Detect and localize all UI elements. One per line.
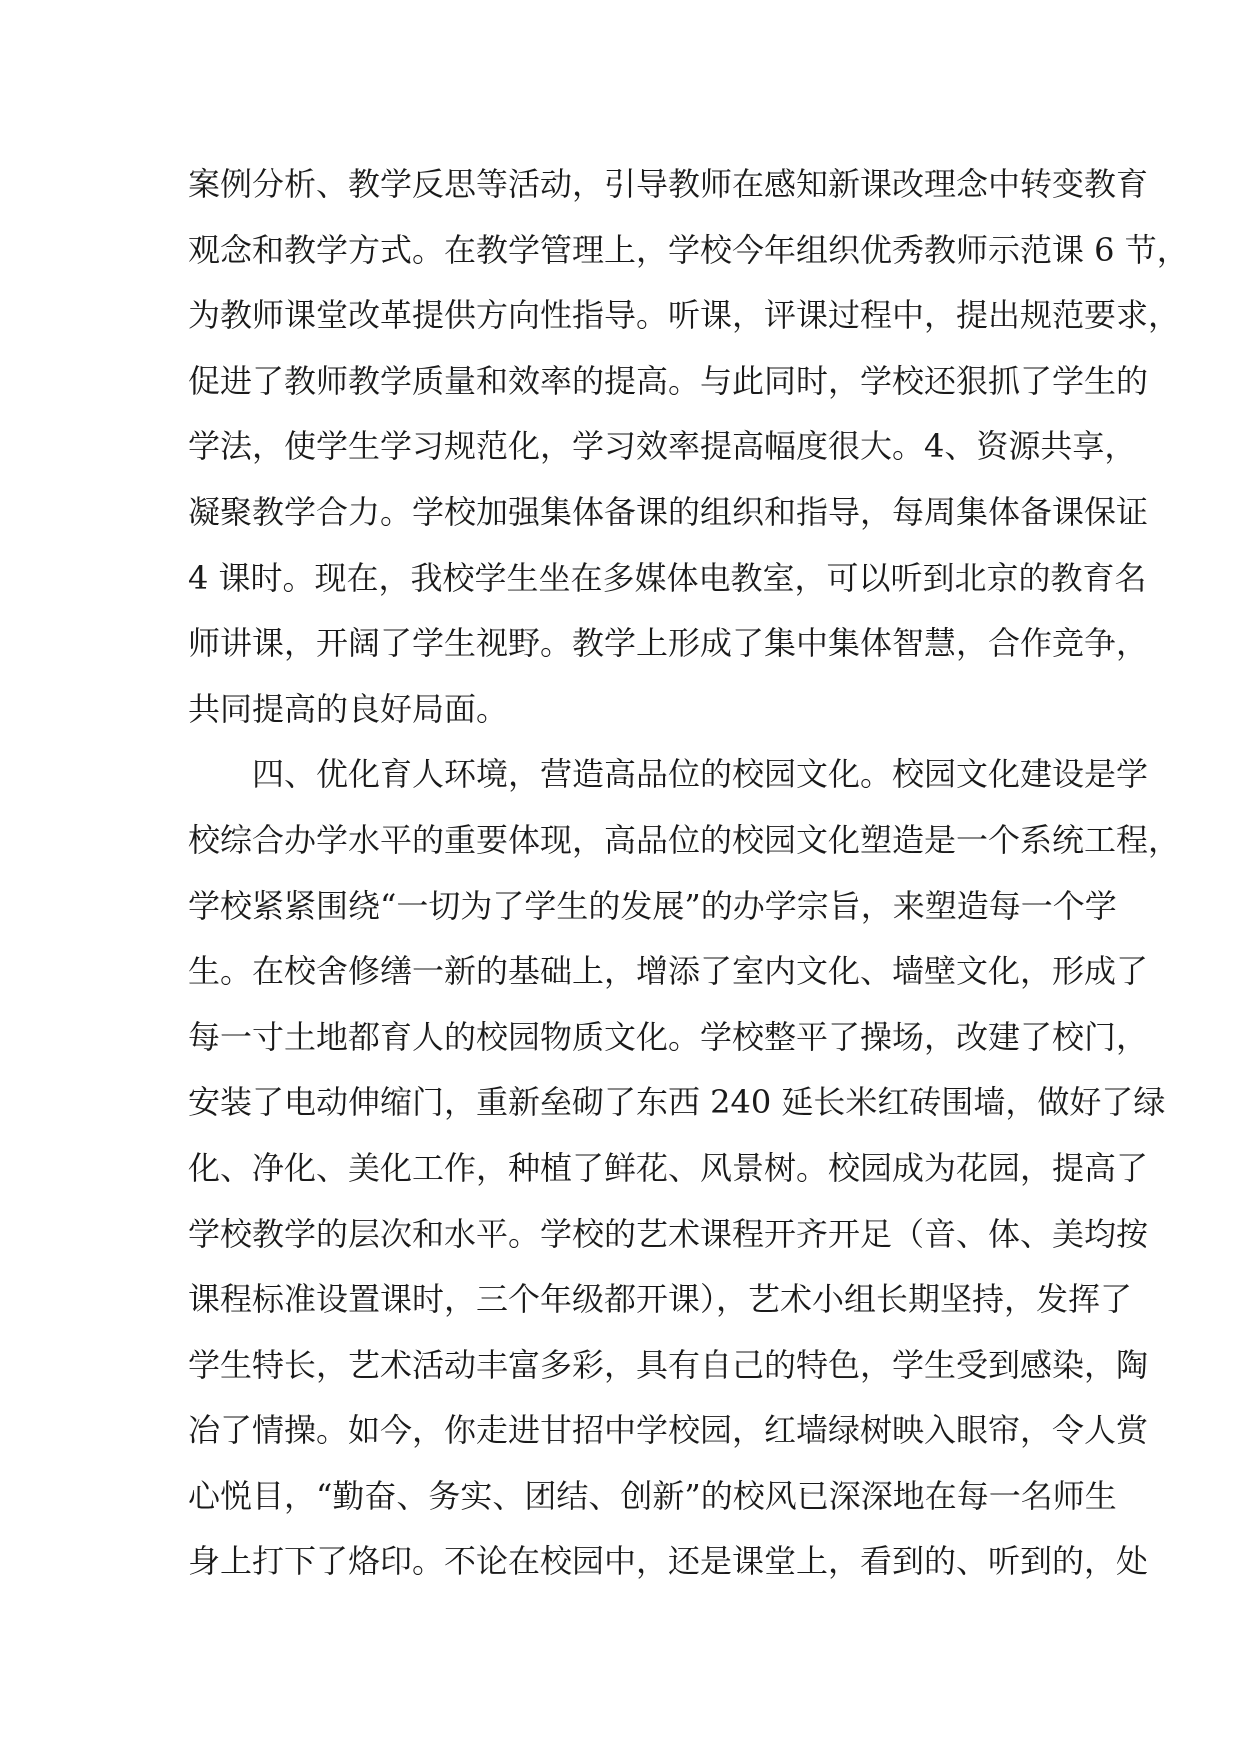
text-line: 4 课时。现在，我校学生坐在多媒体电教室，可以听到北京的教育名 <box>188 558 1147 597</box>
text-line: 身上打下了烙印。不论在校园中，还是课堂上，看到的、听到的，处 <box>188 1542 1149 1581</box>
text-line: 学生特长，艺术活动丰富多彩，具有自己的特色，学生受到感染，陶 <box>188 1345 1149 1384</box>
text-line: 师讲课，开阔了学生视野。教学上形成了集中集体智慧，合作竞争， <box>188 624 1149 663</box>
body-text <box>188 152 1189 1595</box>
paragraph-end-line: 共同提高的良好局面。 <box>188 689 509 728</box>
text-line: 化、净化、美化工作，种植了鲜花、风景树。校园成为花园，提高了 <box>188 1148 1149 1187</box>
text-line: 课程标准设置课时，三个年级都开课），艺术小组长期坚持，发挥了 <box>188 1280 1133 1319</box>
text-line: 冶了情操。如今，你走进甘招中学校园，红墙绿树映入眼帘，令人赏 <box>188 1411 1149 1450</box>
text-line: 校综合办学水平的重要体现，高品位的校园文化塑造是一个系统工程， <box>188 820 1181 859</box>
text-line: 心悦目，“勤奋、务实、团结、创新”的校风已深深地在每一名师生 <box>188 1476 1117 1515</box>
text-line: 观念和教学方式。在教学管理上，学校今年组织优秀教师示范课 6 节， <box>188 230 1189 269</box>
text-line: 为教师课堂改革提供方向性指导。听课，评课过程中，提出规范要求， <box>188 296 1181 335</box>
text-line: 促进了教师教学质量和效率的提高。与此同时，学校还狠抓了学生的 <box>188 361 1149 400</box>
text-line: 生。在校舍修缮一新的基础上，增添了室内文化、墙壁文化，形成了 <box>188 952 1149 991</box>
text-line: 案例分析、教学反思等活动，引导教师在感知新课改理念中转变教育 <box>188 165 1149 203</box>
text-line: 学法，使学生学习规范化，学习效率提高幅度很大。4、资源共享， <box>188 427 1137 466</box>
text-line: 安装了电动伸缩门，重新垒砌了东西 240 延长米红砖围墙，做好了绿 <box>188 1083 1166 1122</box>
text-line: 学校紧紧围绕“一切为了学生的发展”的办学宗旨，来塑造每一个学 <box>188 886 1117 925</box>
text-line: 凝聚教学合力。学校加强集体备课的组织和指导，每周集体备课保证 <box>188 492 1149 531</box>
paragraph-first-line: 四、优化育人环境，营造高品位的校园文化。校园文化建设是学 <box>252 755 1149 794</box>
text-line: 学校教学的层次和水平。学校的艺术课程开齐开足（音、体、美均按 <box>188 1214 1149 1253</box>
text-line: 每一寸土地都育人的校园物质文化。学校整平了操场，改建了校门， <box>188 1017 1149 1056</box>
